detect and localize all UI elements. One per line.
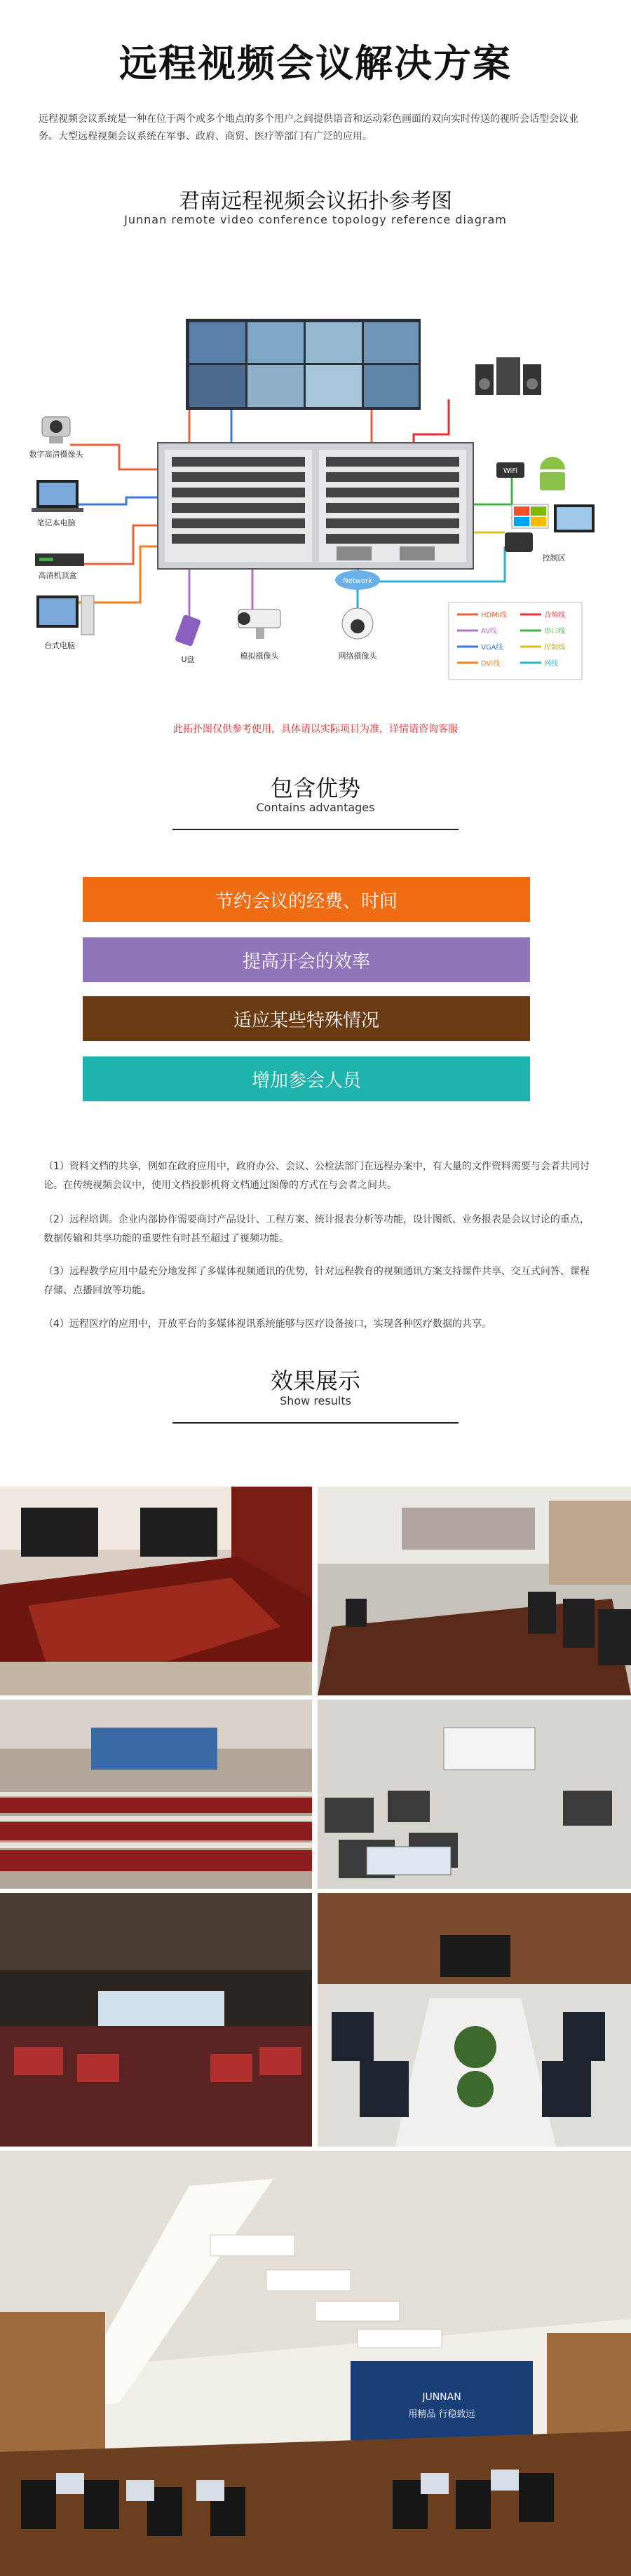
advantage-bar-4	[83, 1056, 530, 1101]
legend-dvi: DVI线	[481, 660, 501, 668]
advantage-label: 提高开会的效率	[242, 951, 370, 972]
laptop-icon	[32, 480, 83, 512]
photo-4	[318, 1700, 631, 1889]
advantage-label: 节约会议的经费、时间	[215, 890, 398, 912]
advantages-subtitle: Contains advantages	[256, 801, 375, 814]
legend-vga: VGA线	[481, 644, 503, 652]
paragraph-2: （2）远程培训。企业内部协作需要商讨产品设计、工程方案、统计报表分析等功能，设计图纸、业务报表是会议讨论的重点，数据传输和共享功能的重要性有时甚至超过了视频功能。	[43, 1214, 590, 1244]
advantage-bar-1	[83, 877, 530, 922]
photo-5	[0, 1893, 312, 2147]
laptop-label: 笔记本电脑	[36, 518, 76, 528]
wifi-icon	[496, 462, 524, 478]
photo-1	[0, 1487, 312, 1695]
analog-camera-icon	[238, 609, 280, 639]
advantage-bar-3	[83, 996, 530, 1041]
legend-av: AV线	[481, 628, 498, 635]
paragraph-4: （4）远程医疗的应用中，开放平台的多媒体视讯系统能够与医疗设备接口，实现各种医疗数据的共享。	[43, 1318, 491, 1330]
intro-text: 远程视频会议系统是一种在位于两个或多个地点的多个用户之间提供语音和运动彩色画面的双向实时传送的视听会话型会议业务。大型远程视频会议系统在军事、政府、商贸、医疗等部门有广泛的应用。	[39, 113, 578, 142]
legend-audio: 音频线	[544, 612, 565, 619]
advantage-bar-2	[83, 937, 530, 982]
results-divider	[172, 1422, 459, 1424]
network-cloud-icon	[335, 570, 380, 590]
advantages-title: 包含优势	[270, 775, 360, 801]
hd-camera-label: 数字高清摄像头	[29, 450, 83, 459]
results-title: 效果展示	[270, 1368, 360, 1394]
video-wall	[186, 319, 421, 410]
usb-label: U盘	[181, 655, 195, 664]
topology-svg	[21, 294, 610, 715]
network-label: Network	[343, 577, 372, 585]
hd-camera-icon	[42, 417, 70, 443]
topology-note: 此拓扑图仅供参考使用，具体请以实际项目为准，详情请咨询客服	[173, 724, 458, 735]
page-title: 远程视频会议解决方案	[119, 41, 512, 85]
advantage-label: 适应某些特殊情况	[233, 1010, 379, 1031]
results-subtitle: Show results	[280, 1394, 351, 1407]
advantages-divider	[172, 829, 459, 830]
legend-network: 网线	[544, 660, 558, 668]
legend-serial: 串口线	[544, 628, 565, 635]
photo-6	[318, 1893, 631, 2147]
control-devices-icon	[505, 504, 595, 552]
paragraph-1: （1）资料文档的共享，例如在政府应用中，政府办公、会议、公检法部门在远程办案中，有大量的文件资料需要与会者共同讨论。在传统视频会议中，使用文档投影机将文档通过图像的方式在与会者之间共。	[43, 1161, 590, 1191]
usb-icon	[175, 614, 201, 647]
photo-3	[0, 1700, 312, 1889]
photo-2	[318, 1487, 631, 1695]
topology-subtitle: Junnan remote video conference topology reference diagram	[124, 213, 507, 226]
desktop-icon	[36, 595, 94, 635]
svg-text:WiFi: WiFi	[503, 467, 518, 475]
desktop-label: 台式电脑	[44, 641, 75, 650]
photo-7	[0, 2151, 631, 2576]
cable-legend	[449, 602, 582, 680]
network-camera-label: 网络摄像头	[338, 652, 377, 661]
analog-camera-label: 模拟摄像头	[240, 652, 279, 661]
speaker-icon	[475, 357, 541, 395]
advantage-label: 增加参会人员	[251, 1070, 361, 1091]
android-icon	[540, 457, 565, 490]
settop-box-icon	[35, 553, 84, 566]
control-label: 控制区	[542, 553, 566, 563]
legend-control: 控制线	[544, 644, 565, 652]
screen-slogan: 用精品 行稳致远	[408, 2409, 475, 2420]
topology-title: 君南远程视频会议拓扑参考图	[179, 189, 452, 214]
screen-brand: JUNNAN	[422, 2392, 461, 2403]
topology-diagram	[21, 294, 610, 715]
matrix-chassis	[158, 443, 473, 569]
paragraph-3: （3）远程教学应用中最充分地发挥了多媒体视频通讯的优势，针对远程教育的视频通讯方案支持课件共享、交互式问答、课程存储、点播回放等功能。	[43, 1266, 590, 1296]
legend-hdmi: HDMI线	[481, 612, 507, 619]
network-camera-icon	[342, 608, 373, 639]
settop-label: 高清机顶盒	[38, 571, 77, 580]
